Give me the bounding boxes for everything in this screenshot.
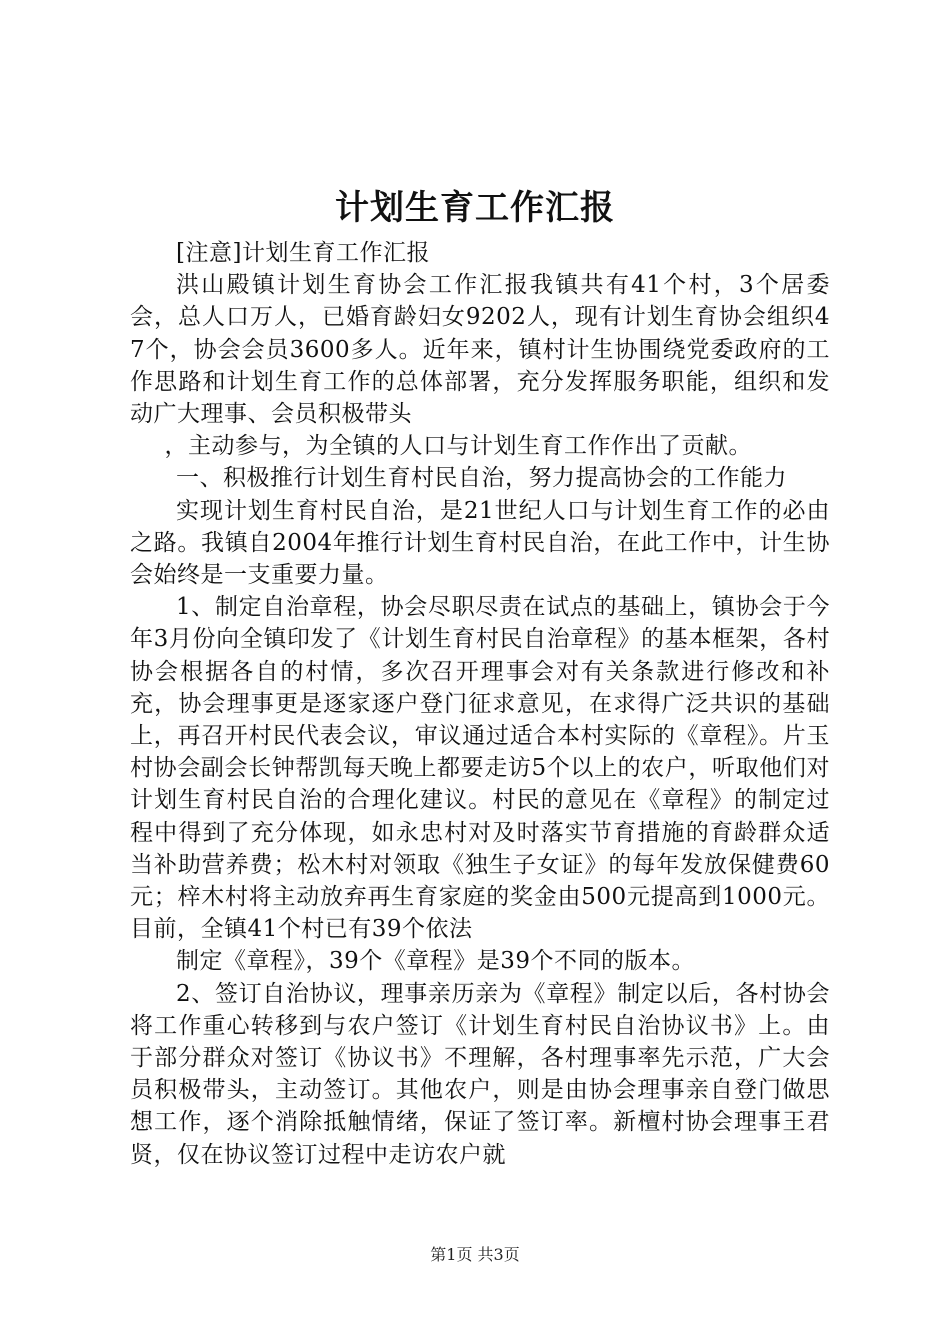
section-heading-1: 一、积极推行计划生育村民自治，努力提高协会的工作能力 [176, 465, 787, 492]
paragraph-intro: 洪山殿镇计划生育协会工作汇报我镇共有41个村，3个居委会，总人口万人，已婚育龄妇女9202人，现有计划生育协会组织47个，协会会员3600多人。近年来，镇村计生协围绕党委政府的工作思路和计划生育工作的总体部署，充分发挥服务职能，组织和发动广大理事、会员积极带头 [130, 272, 830, 428]
paragraph-note: [注意]计划生育工作汇报 [176, 240, 430, 266]
page-footer: 第1页 共3页 [430, 1245, 520, 1264]
paragraph-item-2: 2、签订自治协议，理事亲历亲为《章程》制定以后，各村协会将工作重心转移到与农户签订《计划生育村民自治协议书》上。由于部分群众对签订《协议书》不理解，各村理事率先示范，广大会员积极带头，主动签订。其他农户，则是由协会理事亲自登门做思想工作，逐个消除抵触情绪，保证了签订率。新檀村协会理事王君贤，仅在协议签订过程中走访农户就 [130, 980, 830, 1168]
document-body [130, 237, 830, 1171]
paragraph-intro-continued: ，主动参与，为全镇的人口与计划生育工作作出了贡献。 [164, 433, 752, 460]
paragraph-item-1-continued: 制定《章程》，39个《章程》是39个不同的版本。 [176, 948, 696, 975]
document-title: 计划生育工作汇报 [335, 188, 615, 228]
paragraph-section-1: 实现计划生育村民自治，是21世纪人口与计划生育工作的必由之路。我镇自2004年推行计划生育村民自治，在此工作中，计生协会始终是一支重要力量。 [130, 497, 830, 589]
paragraph-item-1: 1、制定自治章程，协会尽职尽责在试点的基础上，镇协会于今年3月份向全镇印发了《计划生育村民自治章程》的基本框架，各村协会根据各自的村情，多次召开理事会对有关条款进行修改和补充，协会理事更是逐家逐户登门征求意见，在求得广泛共识的基础上，再召开村民代表会议，审议通过适合本村实际的《章程》。片玉村协会副会长钟帮凯每天晚上都要走访5个以上的农户，听取他们对计划生育村民自治的合理化建议。村民的意见在《章程》的制定过程中得到了充分体现，如永忠村对及时落实节育措施的育龄群众适当补助营养费；松木村对领取《独生子女证》的每年发放保健费60元；梓木村将主动放弃再生育家庭的奖金由500元提高到1000元。目前，全镇41个村已有39个依法 [130, 594, 830, 943]
